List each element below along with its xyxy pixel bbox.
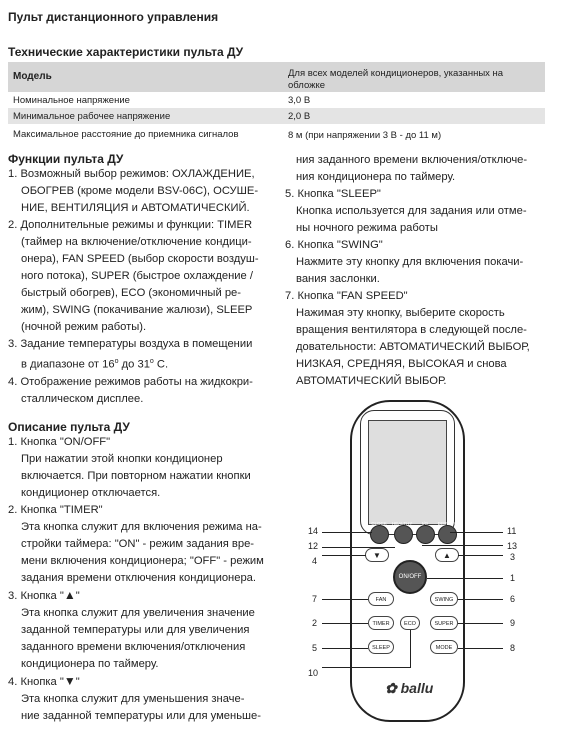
text-line: сталлическом дисплее. xyxy=(21,392,144,405)
callout-line xyxy=(458,623,503,624)
text-line: мени включения кондиционера; "OFF" - режим xyxy=(21,555,264,567)
clock-button[interactable] xyxy=(370,525,389,544)
callout-line xyxy=(322,555,366,556)
specs-header-models: Для всех моделей кондиционеров, указанных на обложке xyxy=(288,68,504,91)
callout-line xyxy=(450,532,503,533)
specs-header-model: Модель xyxy=(13,71,52,82)
remote-diagram xyxy=(290,395,560,730)
mode-button[interactable]: MODE xyxy=(430,640,458,654)
callout-6: 6 xyxy=(510,594,516,604)
io-button[interactable] xyxy=(416,525,435,544)
text-line: включается. При повторном нажатии кнопки xyxy=(21,470,251,482)
callout-line xyxy=(458,599,503,600)
description-title: Описание пульта ДУ xyxy=(8,420,130,434)
text-line: кондиционера по таймеру. xyxy=(21,658,159,670)
text-line: ного потока), SUPER (быстрое охлаждение / xyxy=(21,270,253,282)
text-line: ние заданной температуры или для уменьше- xyxy=(21,710,261,722)
sleep-button[interactable]: SLEEP xyxy=(368,640,394,654)
text-line: ОБОГРЕВ (кроме модели BSV-06C), ОСУШЕ- xyxy=(21,185,259,197)
up-arrow-icon: ▲ xyxy=(63,588,76,602)
text-line: При нажатии этой кнопки кондиционер xyxy=(21,453,223,465)
text-line: 2. Кнопка "TIMER" xyxy=(8,504,103,516)
text-line: заданной температуры или для увеличения xyxy=(21,624,250,636)
text-line: 2. Дополнительные режимы и функции: TIMER xyxy=(8,219,253,231)
callout-line xyxy=(322,623,368,624)
specs-row xyxy=(8,108,545,124)
text-line: 3. Задание температуры воздуха в помещении xyxy=(8,338,253,350)
timer-button[interactable]: TIMER xyxy=(368,616,394,630)
text-line: (таймер на включение/отключение кондици- xyxy=(21,236,252,248)
display-label: DISPLAY xyxy=(437,521,457,526)
text-line: Эта кнопка служит для увеличения значение xyxy=(21,607,255,619)
specs-cell: 3,0 В xyxy=(288,95,311,106)
eco-button[interactable]: ECO xyxy=(400,616,420,630)
callout-line xyxy=(322,667,410,668)
callout-1: 1 xyxy=(510,573,516,583)
callout-8: 8 xyxy=(510,643,516,653)
callout-2: 2 xyxy=(312,618,318,628)
specs-title: Технические характеристики пульта ДУ xyxy=(8,45,244,59)
text-line: Нажимая эту кнопку, выберите скорость xyxy=(296,307,505,319)
callout-13: 13 xyxy=(507,541,518,551)
text-line: НИЗКАЯ, СРЕДНЯЯ, ВЫСОКАЯ и снова xyxy=(296,358,507,370)
text-line: ния заданного времени включения/отключе- xyxy=(296,154,528,166)
display-button[interactable] xyxy=(438,525,457,544)
temp-down-button[interactable] xyxy=(365,548,389,562)
text-line: 3. Кнопка "▲" xyxy=(8,588,80,602)
callout-line xyxy=(322,648,368,649)
callout-line xyxy=(427,578,503,579)
callout-line xyxy=(322,547,395,548)
text-line: 4. Кнопка "▼" xyxy=(8,674,80,688)
clock-label: CLOCK xyxy=(371,521,387,526)
text-line: 4. Отображение режимов работы на жидкокри- xyxy=(8,375,253,388)
ballu-logo-icon: ✿ xyxy=(385,680,397,696)
specs-cell: 2,0 В xyxy=(288,111,311,122)
text-line: заданного времени включения/отключения xyxy=(21,641,246,653)
text-line: жим), SWING (покачивание жалюзи), SLEEP xyxy=(21,304,253,316)
down-arrow-icon: ▼ xyxy=(373,551,381,560)
brand-logo: ✿ ballu xyxy=(385,680,434,696)
text-line: кондиционер отключается. xyxy=(21,487,161,499)
specs-table xyxy=(8,62,545,144)
temp-up-button[interactable] xyxy=(435,548,459,562)
text-line: АВТОМАТИЧЕСКИЙ ВЫБОР. xyxy=(296,375,447,387)
callout-line xyxy=(422,545,503,546)
specs-cell: Минимальное рабочее напряжение xyxy=(13,111,171,122)
description-text xyxy=(8,434,288,725)
callout-11: 11 xyxy=(507,526,517,536)
swing-button[interactable]: SWING xyxy=(430,592,458,606)
text-line: 5. Кнопка "SLEEP" xyxy=(285,188,381,200)
healthy-label: HEALTHY xyxy=(392,521,413,526)
text-line: 1. Возможный выбор режимов: ОХЛАЖДЕНИЕ, xyxy=(8,168,255,180)
specs-cell: 8 м (при напряжении 3 В - до 11 м) xyxy=(288,130,442,141)
text-line: быстрый обогрев), ECO (экономичный ре- xyxy=(21,287,241,299)
text-line: в диапазоне от 16$^o$ до 31$^o$ С. xyxy=(21,358,169,371)
specs-cell: Максимальное расстояние до приемника сигналов xyxy=(13,129,239,140)
text-line: онера), FAN SPEED (выбор скорости воздуш- xyxy=(21,253,259,265)
text-line: вращения вентилятора в следующей после- xyxy=(296,324,527,336)
callout-line xyxy=(458,555,503,556)
page-title: Пульт дистанционного управления xyxy=(8,10,219,24)
onoff-button[interactable]: ON/OFF xyxy=(393,560,427,594)
healthy-button[interactable] xyxy=(394,525,413,544)
callout-4: 4 xyxy=(312,556,318,566)
text-line: ны ночного режима работы xyxy=(296,222,438,234)
callout-line xyxy=(410,630,411,668)
callout-line xyxy=(322,599,368,600)
up-arrow-icon: ▲ xyxy=(443,551,451,560)
callout-7: 7 xyxy=(312,594,318,604)
specs-row xyxy=(8,92,545,108)
text-line: ния кондиционера по таймеру. xyxy=(296,171,456,183)
text-line: Кнопка используется для задания или отме- xyxy=(296,205,527,217)
super-button[interactable]: SUPER xyxy=(430,616,458,630)
text-line: Эта кнопка служит для включения режима на- xyxy=(21,521,262,533)
functions-text xyxy=(8,166,288,408)
callout-14: 14 xyxy=(308,526,319,536)
description-section xyxy=(8,420,288,725)
fan-button[interactable]: FAN xyxy=(368,592,394,606)
callout-9: 9 xyxy=(510,618,516,628)
text-line: вания заслонки. xyxy=(296,273,380,285)
callout-5: 5 xyxy=(312,643,318,653)
description-text-continued xyxy=(285,152,550,390)
text-line: задания времени отключения кондиционера. xyxy=(21,572,256,584)
text-line: стройки таймера: "ON" - режим задания вре- xyxy=(21,538,255,550)
callout-12: 12 xyxy=(308,541,319,551)
callout-3: 3 xyxy=(510,552,516,562)
text-line: НИЕ, ВЕНТИЛЯЦИЯ и АВТОМАТИЧЕСКИЙ. xyxy=(21,202,250,214)
specs-row xyxy=(8,124,545,144)
specs-header-row xyxy=(8,62,545,92)
remote-lcd-screen xyxy=(368,420,447,525)
io-label: I/O xyxy=(421,521,428,526)
functions-title: Функции пульта ДУ xyxy=(8,152,124,166)
text-line: 6. Кнопка "SWING" xyxy=(285,239,383,251)
callout-line xyxy=(322,532,372,533)
specs-cell: Номинальное напряжение xyxy=(13,95,130,106)
text-line: довательности: АВТОМАТИЧЕСКИЙ ВЫБОР, xyxy=(296,341,530,353)
callout-line xyxy=(458,648,503,649)
text-line: 1. Кнопка "ON/OFF" xyxy=(8,436,111,448)
text-line: Нажмите эту кнопку для включения покачи- xyxy=(296,256,524,268)
text-line: Эта кнопка служит для уменьшения значе- xyxy=(21,693,245,705)
text-line: (ночной режим работы). xyxy=(21,321,147,333)
functions-section xyxy=(8,152,288,408)
down-arrow-icon: ▼ xyxy=(63,674,76,688)
text-line: 7. Кнопка "FAN SPEED" xyxy=(285,290,408,302)
callout-10: 10 xyxy=(308,668,319,678)
